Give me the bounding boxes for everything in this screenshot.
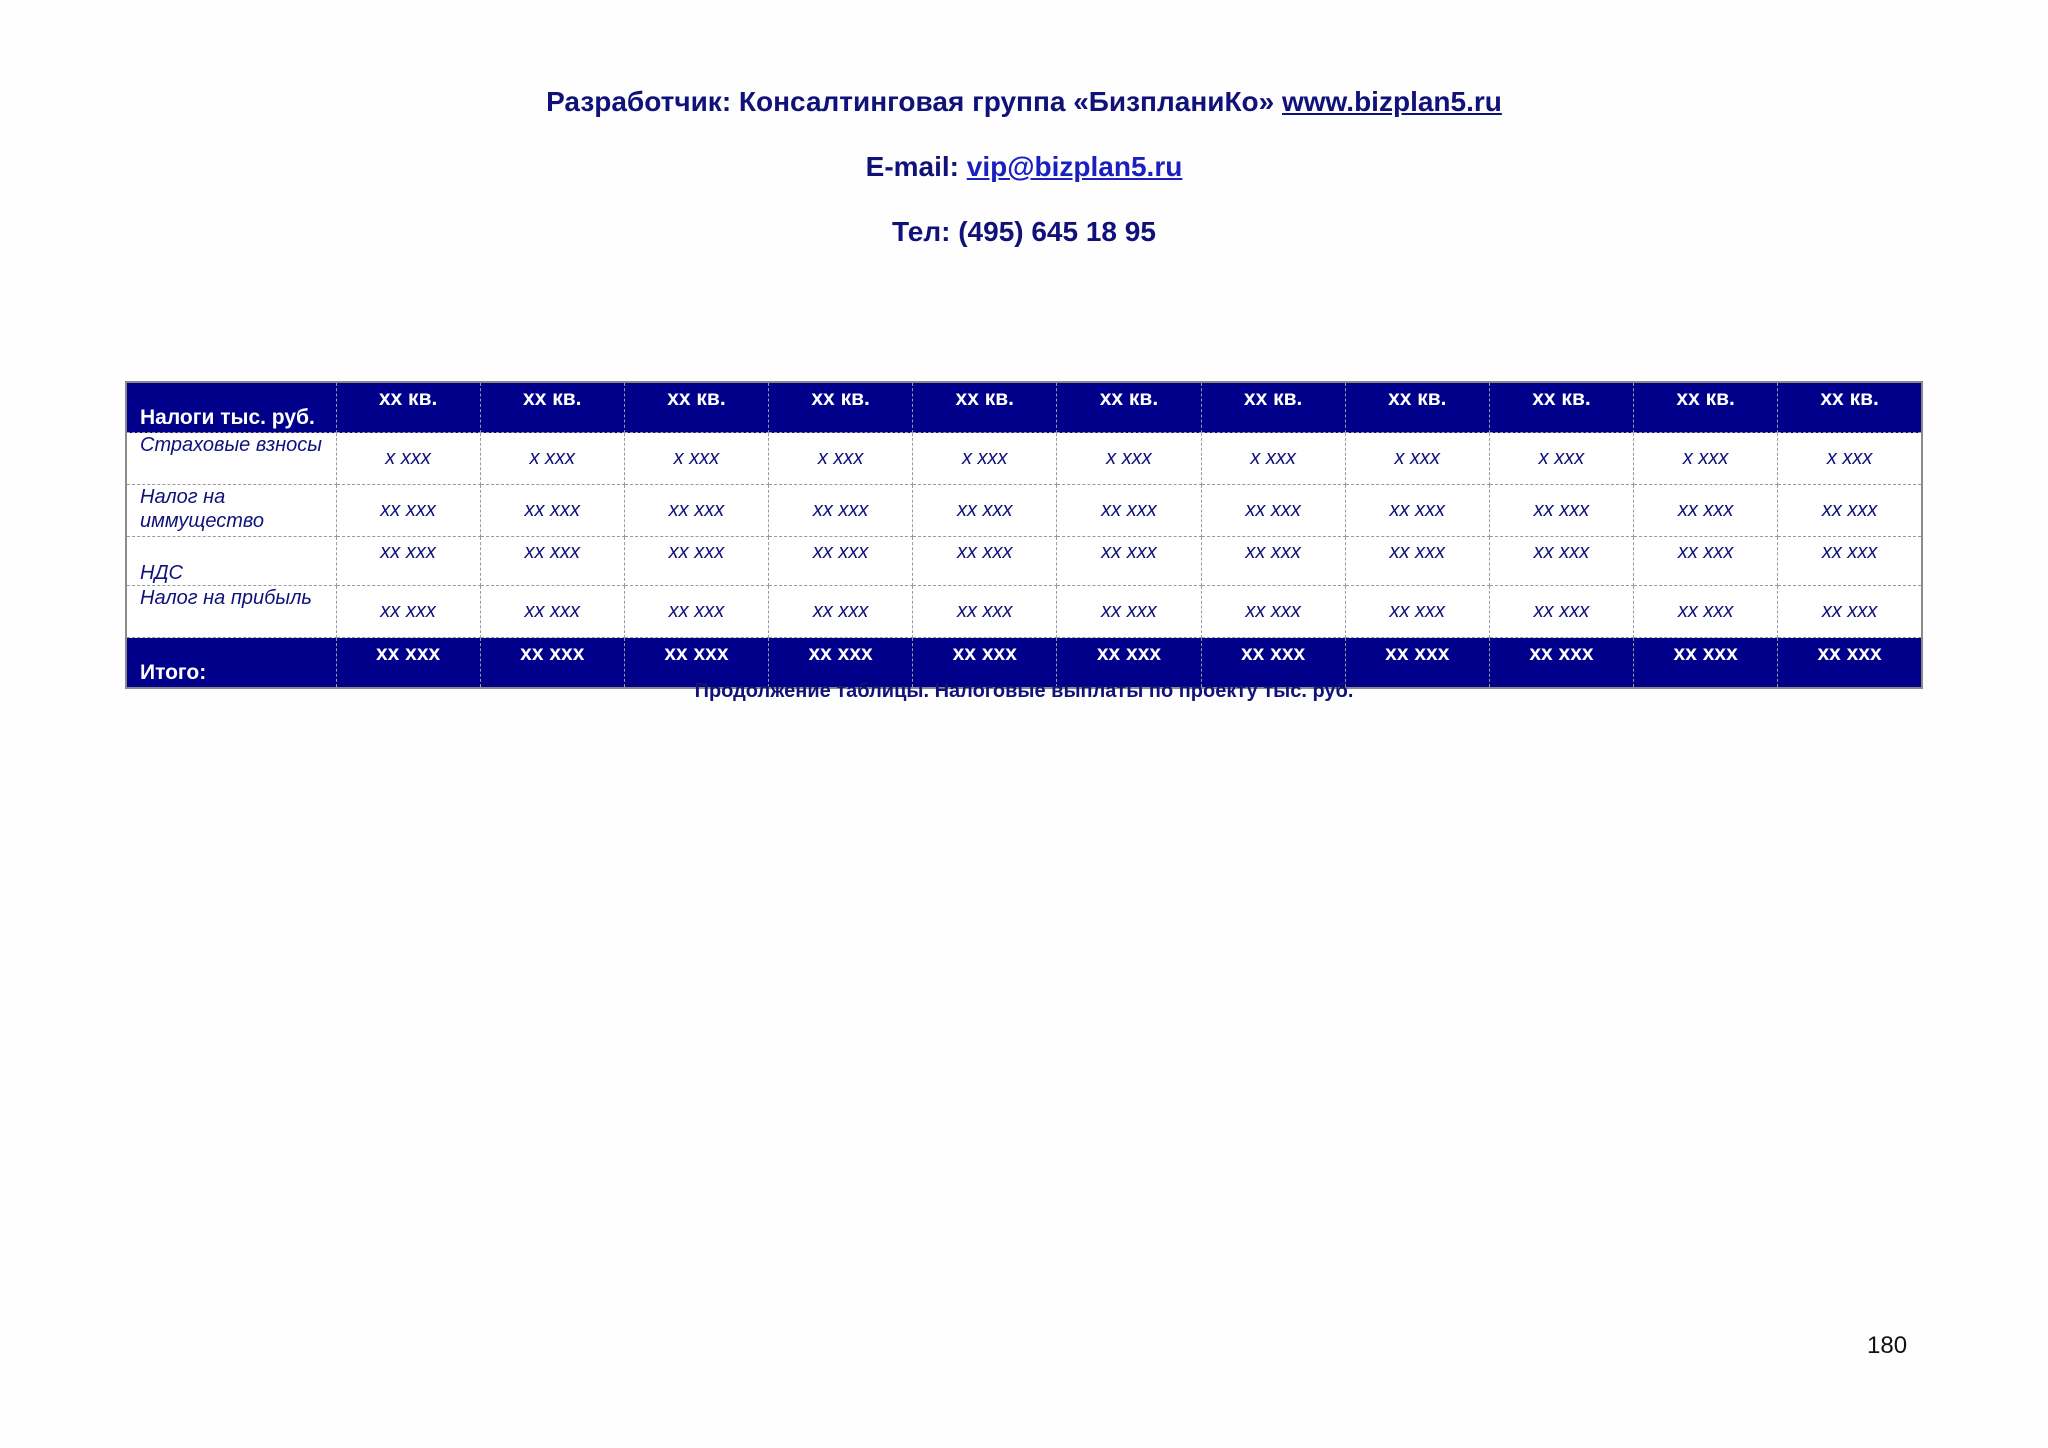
table-cell: xx xxx <box>480 586 624 638</box>
table-cell: xx xxx <box>913 586 1057 638</box>
table-cell: xx xxx <box>1778 485 1922 537</box>
table-row <box>126 586 1922 638</box>
table-cell: x xxx <box>1201 433 1345 485</box>
table-cell: x xxx <box>913 433 1057 485</box>
table-cell: xx xxx <box>1489 485 1633 537</box>
table-cell: xx xxx <box>1778 586 1922 638</box>
table-cell: xx xxx <box>1489 537 1633 586</box>
total-cell: xx xxx <box>1345 638 1489 689</box>
total-cell: xx xxx <box>913 638 1057 689</box>
table-cell: xx xxx <box>1201 537 1345 586</box>
email-line <box>0 151 2048 183</box>
row-label: Налог на прибыль <box>126 586 336 638</box>
table-cell: x xxx <box>480 433 624 485</box>
developer-website-link[interactable]: www.bizplan5.ru <box>1282 86 1502 117</box>
table-row <box>126 537 1922 586</box>
table-cell: xx xxx <box>1057 537 1201 586</box>
table-cell: xx xxx <box>336 586 480 638</box>
table-cell: xx xxx <box>1345 586 1489 638</box>
total-cell: xx xxx <box>480 638 624 689</box>
total-cell: xx xxx <box>1634 638 1778 689</box>
table-cell: xx xxx <box>1778 537 1922 586</box>
developer-text: Разработчик: Консалтинговая группа «БизпланиКо» <box>546 86 1275 117</box>
table-cell: x xxx <box>624 433 768 485</box>
quarter-header: xx кв. <box>480 382 624 433</box>
developer-line <box>0 86 2048 118</box>
table-cell: xx xxx <box>1634 586 1778 638</box>
quarter-header: xx кв. <box>769 382 913 433</box>
quarter-header: xx кв. <box>1489 382 1633 433</box>
table-cell: xx xxx <box>769 586 913 638</box>
table-cell: xx xxx <box>1057 485 1201 537</box>
total-cell: xx xxx <box>1489 638 1633 689</box>
quarter-header: xx кв. <box>336 382 480 433</box>
quarter-header: xx кв. <box>624 382 768 433</box>
quarter-header: xx кв. <box>1057 382 1201 433</box>
table-cell: xx xxx <box>336 537 480 586</box>
table-cell: xx xxx <box>1201 586 1345 638</box>
table-cell: xx xxx <box>1345 485 1489 537</box>
table-cell: x xxx <box>1778 433 1922 485</box>
table-cell: xx xxx <box>480 537 624 586</box>
tax-payments-table <box>125 381 1923 689</box>
table-cell: x xxx <box>1057 433 1201 485</box>
quarter-header: xx кв. <box>1345 382 1489 433</box>
table-cell: xx xxx <box>913 485 1057 537</box>
row-label: НДС <box>126 537 336 586</box>
total-cell: xx xxx <box>1201 638 1345 689</box>
table-cell: xx xxx <box>1057 586 1201 638</box>
table-cell: xx xxx <box>336 485 480 537</box>
table-cell: xx xxx <box>769 537 913 586</box>
table-row <box>126 485 1922 537</box>
table-cell: xx xxx <box>624 485 768 537</box>
total-cell: xx xxx <box>624 638 768 689</box>
table-cell: xx xxx <box>480 485 624 537</box>
phone-line <box>0 216 2048 248</box>
table-cell: x xxx <box>1345 433 1489 485</box>
total-cell: xx xxx <box>1778 638 1922 689</box>
total-cell: xx xxx <box>336 638 480 689</box>
table-cell: x xxx <box>1634 433 1778 485</box>
row-label: Страховые взносы <box>126 433 336 485</box>
table-cell: xx xxx <box>1634 537 1778 586</box>
table-cell: xx xxx <box>1489 586 1633 638</box>
table-cell: xx xxx <box>1345 537 1489 586</box>
table-cell: xx xxx <box>624 586 768 638</box>
quarter-header: xx кв. <box>913 382 1057 433</box>
table-caption: Продолжение таблицы. Налоговые выплаты по проекту тыс. руб. <box>694 680 1354 702</box>
quarter-header: xx кв. <box>1201 382 1345 433</box>
quarter-header: xx кв. <box>1778 382 1922 433</box>
table-cell: x xxx <box>336 433 480 485</box>
total-cell: xx xxx <box>769 638 913 689</box>
email-link[interactable]: vip@bizplan5.ru <box>966 151 1183 182</box>
phone-text: Тел: (495) 645 18 95 <box>892 216 1156 247</box>
total-label: Итого: <box>126 638 336 689</box>
table-cell: xx xxx <box>913 537 1057 586</box>
table-header-row <box>126 382 1922 433</box>
table-cell: xx xxx <box>1634 485 1778 537</box>
table-cell: x xxx <box>769 433 913 485</box>
table-row <box>126 433 1922 485</box>
table-cell: xx xxx <box>624 537 768 586</box>
quarter-header: xx кв. <box>1634 382 1778 433</box>
header-label: Налоги тыс. руб. <box>126 382 336 433</box>
page-number: 180 <box>1867 1332 1908 1359</box>
table-cell: xx xxx <box>1201 485 1345 537</box>
email-label: E-mail: <box>865 151 959 182</box>
total-cell: xx xxx <box>1057 638 1201 689</box>
table-cell: x xxx <box>1489 433 1633 485</box>
row-label: Налог на иммущество <box>126 485 336 537</box>
table-cell: xx xxx <box>769 485 913 537</box>
